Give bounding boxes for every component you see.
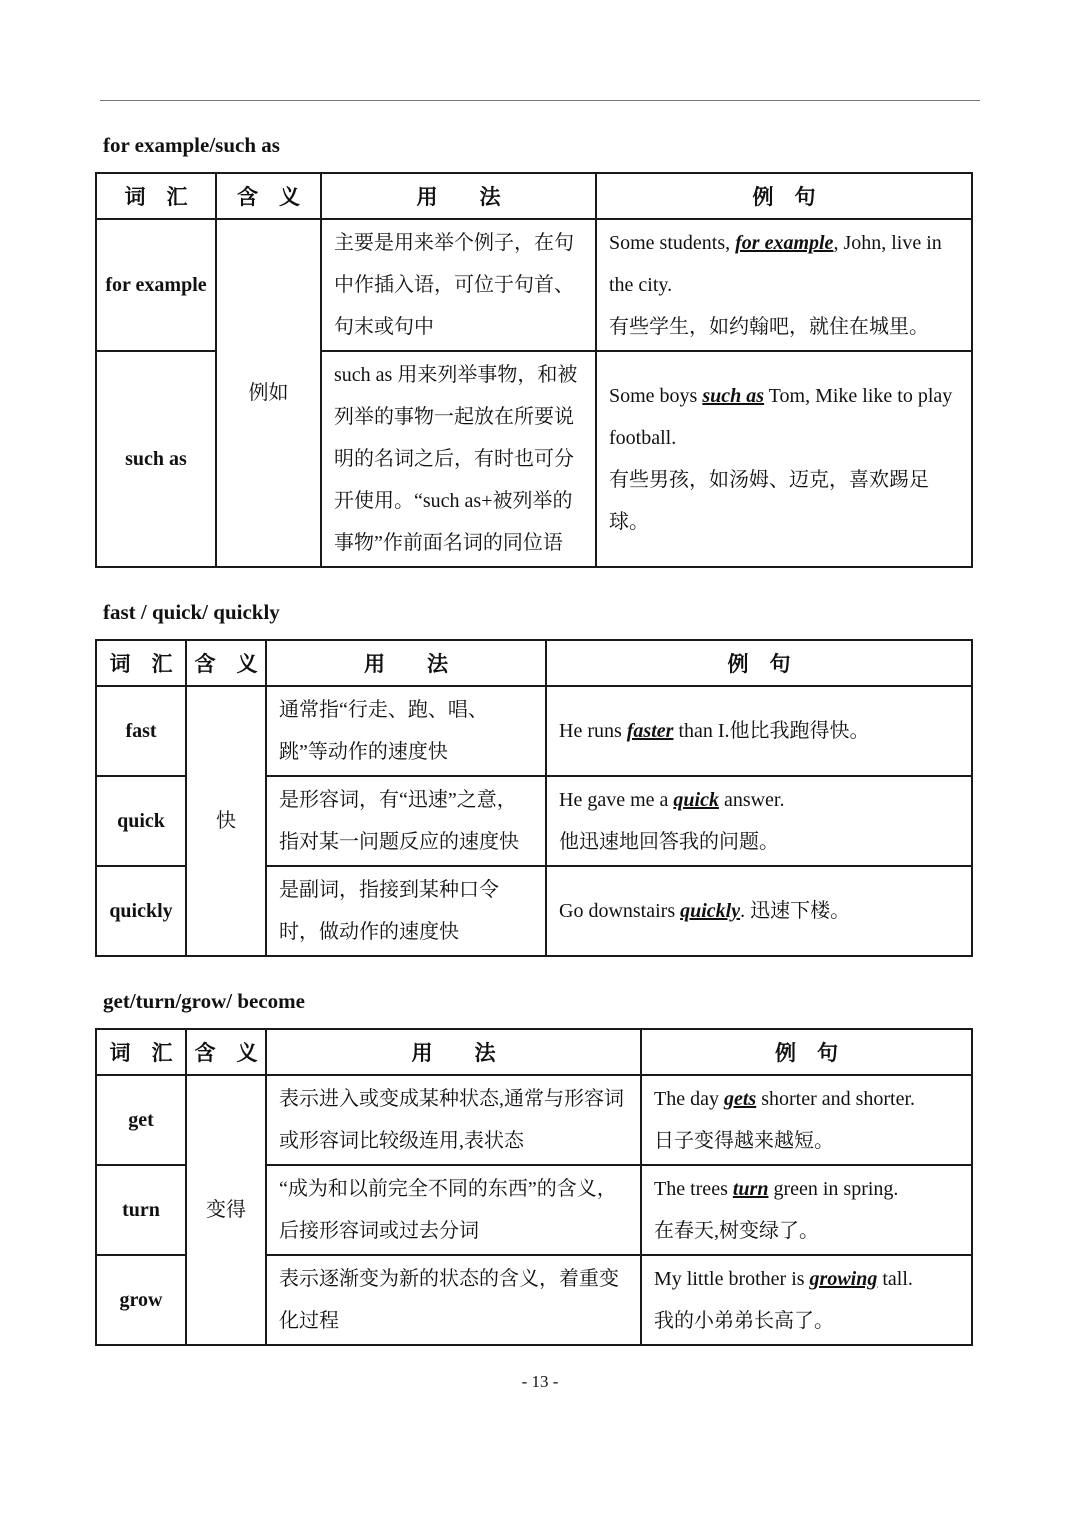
example-line <box>609 459 959 543</box>
column-header: 例 句 <box>641 1029 972 1075</box>
text-segment: 在春天,树变绿了。 <box>654 1220 819 1242</box>
example-cell <box>546 866 972 956</box>
column-header: 用 法 <box>321 173 596 219</box>
example-line <box>559 890 959 932</box>
word-cell: get <box>96 1075 186 1165</box>
example-line <box>559 821 959 863</box>
word-cell: fast <box>96 686 186 776</box>
example-cell <box>641 1255 972 1345</box>
usage-cell: 表示进入或变成某种状态,通常与形容词或形容词比较级连用,表状态 <box>266 1075 641 1165</box>
text-segment: He runs <box>559 720 627 742</box>
example-line <box>654 1120 959 1162</box>
example-cell <box>546 686 972 776</box>
example-cell <box>596 219 972 351</box>
word-cell: such as <box>96 351 216 567</box>
column-header: 用 法 <box>266 640 546 686</box>
column-header: 用 法 <box>266 1029 641 1075</box>
highlighted-term: quick <box>673 789 719 811</box>
column-header: 例 句 <box>546 640 972 686</box>
example-cell <box>546 776 972 866</box>
text-segment: shorter and shorter. <box>756 1088 916 1110</box>
example-line <box>609 375 959 459</box>
word-cell: quick <box>96 776 186 866</box>
usage-cell: 表示逐渐变为新的状态的含义，着重变化过程 <box>266 1255 641 1345</box>
usage-cell: “成为和以前完全不同的东西”的含义，后接形容词或过去分词 <box>266 1165 641 1255</box>
word-cell: turn <box>96 1165 186 1255</box>
example-line <box>654 1078 959 1120</box>
text-segment: 我的小弟弟长高了。 <box>654 1310 834 1332</box>
meaning-cell: 例如 <box>216 219 321 567</box>
usage-cell: 是副词，指接到某种口令时，做动作的速度快 <box>266 866 546 956</box>
text-segment: , John, live in the city. <box>609 232 942 296</box>
text-segment: The trees <box>654 1178 733 1200</box>
text-segment: Some boys <box>609 385 703 407</box>
word-cell: for example <box>96 219 216 351</box>
header-rule <box>100 100 980 101</box>
highlighted-term: quickly <box>680 900 741 922</box>
table-row <box>96 686 972 776</box>
text-segment: My little brother is <box>654 1268 810 1290</box>
table-header-row <box>96 640 972 686</box>
word-cell: quickly <box>96 866 186 956</box>
meaning-cell: 快 <box>186 686 266 956</box>
text-segment: green in spring. <box>768 1178 899 1200</box>
vocab-table <box>95 172 973 568</box>
text-segment: tall. <box>877 1268 913 1290</box>
example-line <box>654 1168 959 1210</box>
highlighted-term: for example <box>735 232 834 254</box>
table-row <box>96 219 972 351</box>
example-line <box>654 1210 959 1252</box>
text-segment: 有些学生，如约翰吧，就住在城里。 <box>609 316 929 338</box>
example-line <box>559 710 959 752</box>
usage-cell: 通常指“行走、跑、唱、跳”等动作的速度快 <box>266 686 546 776</box>
text-segment: . 迅速下楼。 <box>740 900 851 922</box>
section-title: fast / quick/ quickly <box>103 600 280 624</box>
example-cell <box>641 1075 972 1165</box>
highlighted-term: growing <box>809 1268 878 1290</box>
example-cell <box>641 1165 972 1255</box>
text-segment: Some students, <box>609 232 736 254</box>
column-header: 词 汇 <box>96 640 186 686</box>
section-title: for example/such as <box>103 133 280 157</box>
column-header: 含 义 <box>186 1029 266 1075</box>
page-number: - 13 - <box>521 1372 559 1391</box>
text-segment: 有些男孩，如汤姆、迈克，喜欢踢足球。 <box>609 469 929 533</box>
example-line <box>609 222 959 306</box>
highlighted-term: such as <box>702 385 765 407</box>
table-header-row <box>96 173 972 219</box>
column-header: 词 汇 <box>96 173 216 219</box>
text-segment: Tom, Mike like to play football. <box>609 385 953 449</box>
word-cell: grow <box>96 1255 186 1345</box>
table-row <box>96 1075 972 1165</box>
example-line <box>609 306 959 348</box>
section-title: get/turn/grow/ become <box>103 989 305 1013</box>
text-segment: The day <box>654 1088 724 1110</box>
column-header: 词 汇 <box>96 1029 186 1075</box>
vocab-table <box>95 639 973 957</box>
example-line <box>654 1258 959 1300</box>
highlighted-term: gets <box>723 1088 757 1110</box>
column-header: 例 句 <box>596 173 972 219</box>
example-cell <box>596 351 972 567</box>
text-segment: than I.他比我跑得快。 <box>673 720 870 742</box>
vocab-table <box>95 1028 973 1346</box>
text-segment: answer. <box>718 789 785 811</box>
meaning-cell: 变得 <box>186 1075 266 1345</box>
text-segment: 他迅速地回答我的问题。 <box>559 831 779 853</box>
example-line <box>559 779 959 821</box>
highlighted-term: faster <box>626 720 674 742</box>
content-area <box>95 133 970 1346</box>
usage-cell: such as 用来列举事物，和被列举的事物一起放在所要说明的名词之后，有时也可分开使用。“such as+被列举的事物”作前面名词的同位语 <box>321 351 596 567</box>
column-header: 含 义 <box>216 173 321 219</box>
text-segment: Go downstairs <box>559 900 681 922</box>
usage-cell: 是形容词，有“迅速”之意，指对某一问题反应的速度快 <box>266 776 546 866</box>
text-segment: 日子变得越来越短。 <box>654 1130 834 1152</box>
text-segment: He gave me a <box>559 789 674 811</box>
example-line <box>654 1300 959 1342</box>
highlighted-term: turn <box>732 1178 769 1200</box>
usage-cell: 主要是用来举个例子，在句中作插入语，可位于句首、句末或句中 <box>321 219 596 351</box>
column-header: 含 义 <box>186 640 266 686</box>
table-header-row <box>96 1029 972 1075</box>
